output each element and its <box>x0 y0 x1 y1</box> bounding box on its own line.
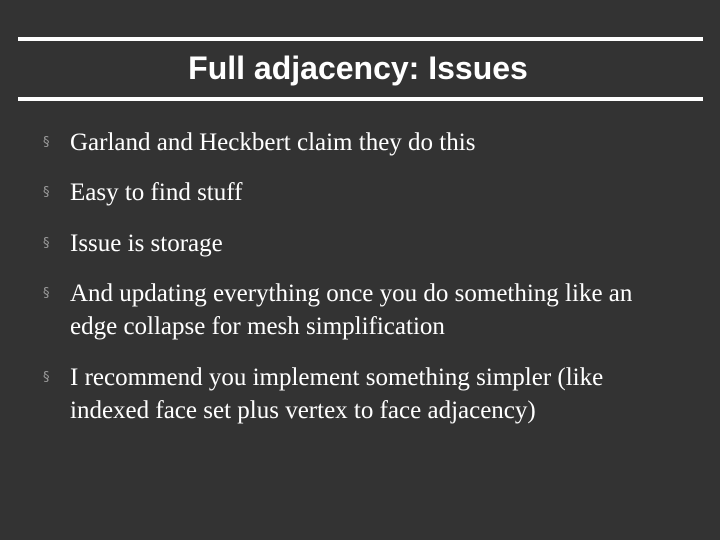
bullet-marker-icon: § <box>43 286 50 301</box>
bullet-marker-icon: § <box>43 370 50 385</box>
slide-title: Full adjacency: Issues <box>188 50 528 86</box>
bullet-item <box>43 227 683 260</box>
bullet-text: Issue is storage <box>70 230 223 257</box>
title-top-rule <box>18 37 703 41</box>
bullet-text: I recommend you implement something simpler (like indexed face set plus vertex to face adjacency) <box>70 364 604 424</box>
bullet-item <box>43 277 683 343</box>
bullet-marker-icon: § <box>43 236 50 251</box>
title-bottom-rule <box>18 97 703 101</box>
bullet-marker-icon: § <box>43 135 50 150</box>
bullet-text: Easy to find stuff <box>70 179 243 206</box>
bullet-marker-icon: § <box>43 185 50 200</box>
bullet-item <box>43 176 683 209</box>
bullet-item <box>43 361 683 427</box>
bullet-text: Garland and Heckbert claim they do this <box>70 129 476 156</box>
bullet-item <box>43 126 683 159</box>
bullet-text: And updating everything once you do something like an edge collapse for mesh simplification <box>70 280 633 340</box>
